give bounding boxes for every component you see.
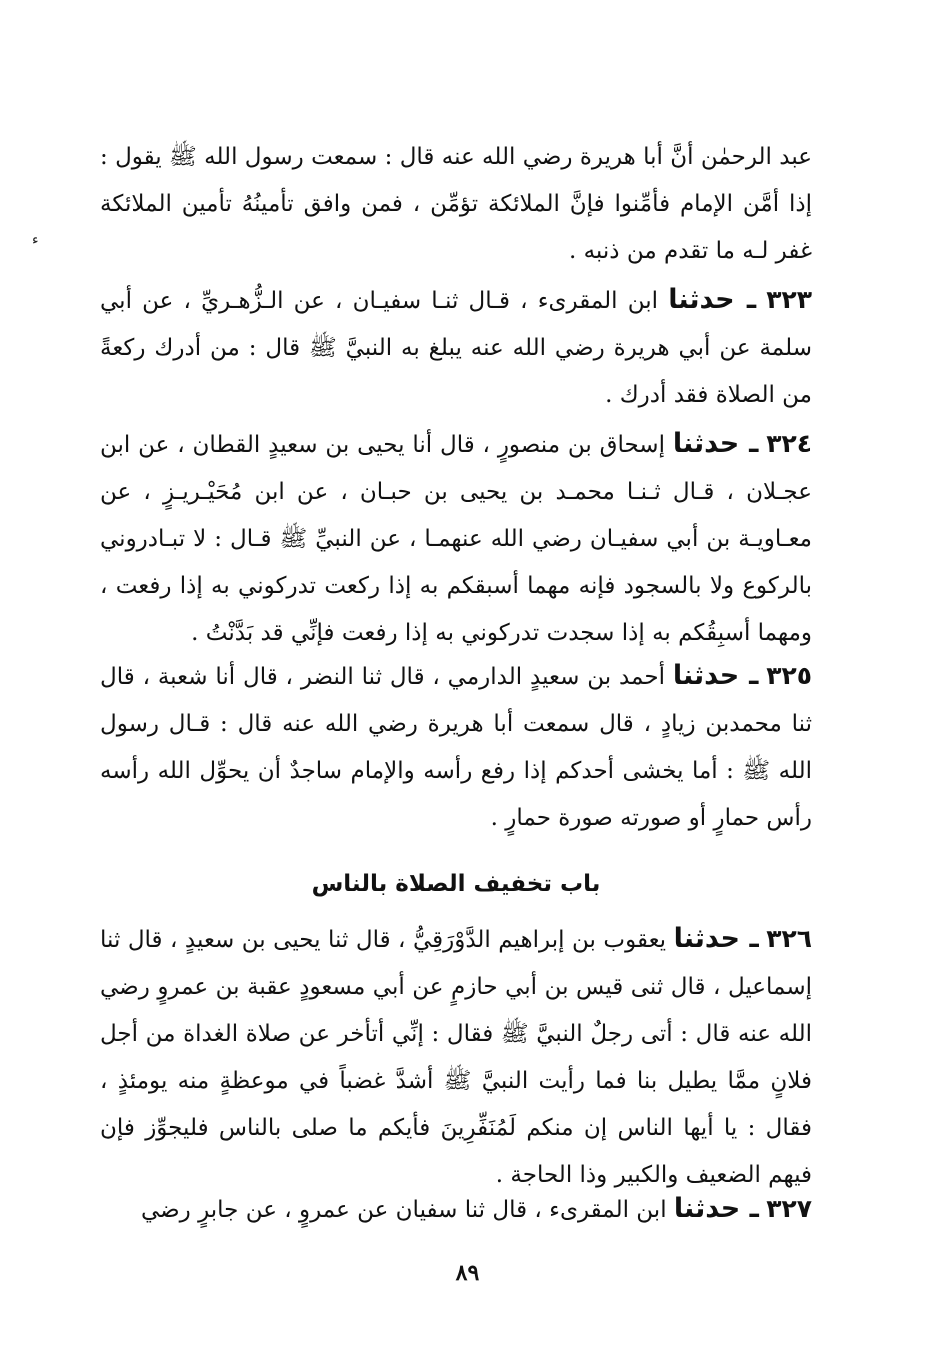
hadith-keyword: ـ حدثنا <box>673 923 759 954</box>
hadith-paragraph-326 <box>100 915 812 1199</box>
hadith-keyword: ـ حدثنا <box>668 284 757 315</box>
hadith-keyword: ـ حدثنا <box>673 1193 759 1224</box>
hadith-number: ٣٢٣ <box>766 285 812 314</box>
hadith-paragraph-324 <box>100 420 812 657</box>
paragraph-text: يعقوب بن إبراهيم الدَّوْرَقِيُّ ، قال ثنا يحيى بن سعيدٍ ، قال ثنا إسماعيل ، قال ثنى قيس بن أبي حازمٍ عن أبي مسعودٍ عقبة بن عمروٍ رضي الله عنه قال : أتى رجلٌ النبيَّ ﷺ فقال : إنِّي أتأخر عن صلاة الغداة من أجل فلانٍ ممَّا يطيل بنا فما رأيت النبيَّ ﷺ أشدَّ غضباً في موعظةٍ منه يومئذٍ ، فقال : يا أيها الناس إن منكم لَمُنَفِّرِينَ فأيكم ما صلى بالناس فليجوِّز فإن فيهم الضعيف والكبير وذا الحاجة . <box>100 927 812 1188</box>
chapter-heading: باب تخفيف الصلاة بالناس <box>311 871 601 897</box>
hadith-number: ٣٢٤ <box>766 429 813 458</box>
paragraph-text: أحمد بن سعيدٍ الدارمي ، قال ثنا النضر ، قال أنا شعبة ، قال ثنا محمدبن زيادٍ ، قال سمعت أبا هريرة رضي الله عنه قال : قـال رسول الله ﷺ : أما يخشى أحدكم إذا رفع رأسه والإمام ساجدٌ أن يحوِّل الله رأسه رأس حمارٍ أو صورته صورة حمارٍ . <box>100 664 812 831</box>
paragraph-text: إسحاق بن منصورٍ ، قال أنا يحيى بن سعيدٍ القطان ، عن ابن عجـلان ، قـال ثـنـا محمـد بن يحيى بن حبـان ، عن ابن مُحَيْـريـزٍ ، عن معـاويـة بن أبي سفيـان رضي الله عنهمـا ، عن النبيِّ ﷺ قـال : لا تبـادروني بالركوع ولا بالسجود فإنه مهما أسبقكم به إذا ركعت تدركوني به إذا رفعت ، ومهما أسبِقُكم به إذا سجدت تدركوني به إذا رفعت فإنِّي قد بَدَّنْتُ . <box>100 432 812 646</box>
paragraph-text: ابن المقرىء ، قال ثنا سفيان عن عمروٍ ، عن جابرٍ رضي <box>140 1197 667 1223</box>
page-number: ٨٩ <box>455 1260 480 1286</box>
paragraph-text: ابن المقرىء ، قـال ثنـا سفيـان ، عن الـزُّهـريِّ ، عن أبي سلمة عن أبي هريرة رضي الله عنه يبلغ به النبيَّ ﷺ قال : من أدرك ركعةً من الصلاة فقد أدرك . <box>100 288 812 408</box>
hadith-number: ٣٢٧ <box>766 1194 812 1223</box>
continued-hadith-paragraph <box>100 134 812 275</box>
hadith-keyword: ـ حدثنا <box>672 428 759 459</box>
paragraph-text: عبد الرحمٰن أنَّ أبا هريرة رضي الله عنه قال : سمعت رسول الله ﷺ يقول : إذا أمَّن الإمام فأمِّنوا فإنَّ الملائكة تؤمِّن ، فمن وافق تأمينُهُ تأمين الملائكة غفر لـه ما تقدم من ذنبه . <box>100 144 812 264</box>
hadith-number: ٣٢٦ <box>766 924 812 953</box>
hadith-paragraph-327 <box>100 1185 812 1234</box>
hadith-paragraph-323 <box>100 276 812 419</box>
hadith-keyword: ـ حدثنا <box>672 660 759 691</box>
hadith-number: ٣٢٥ <box>766 661 812 690</box>
margin-mark: ء <box>32 232 39 248</box>
hadith-paragraph-325 <box>100 652 812 842</box>
